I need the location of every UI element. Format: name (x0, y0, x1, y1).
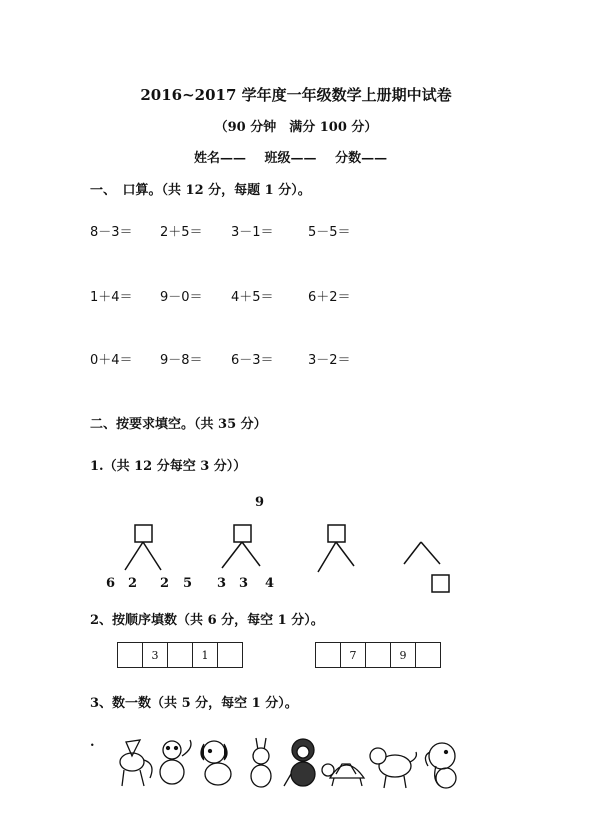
equation: 2＋5＝ (160, 225, 203, 240)
sequence-cell[interactable]: 9 (390, 642, 416, 668)
horse-icon (120, 740, 152, 786)
equation: 4＋5＝ (231, 290, 274, 305)
sheep-dog-icon (370, 748, 416, 788)
sequence-cell[interactable]: 7 (340, 642, 366, 668)
equation: 6－3＝ (231, 353, 274, 368)
section1-heading: 一、 口算。（共 12 分，每题 1 分）。 (90, 183, 311, 198)
equation: 5－5＝ (308, 225, 351, 240)
elephant-icon (425, 743, 456, 788)
exam-subtitle: （90 分钟 满分 100 分） (214, 120, 378, 135)
turtle-icon (322, 764, 364, 786)
answer-box (135, 525, 152, 542)
equation: 9－8＝ (160, 353, 203, 368)
equation: 9－0＝ (160, 290, 203, 305)
monkey-icon (284, 739, 315, 786)
sequence-cell[interactable] (415, 642, 441, 668)
sequence-cell[interactable] (365, 642, 391, 668)
sequence-cell[interactable] (217, 642, 243, 668)
answer-dot: . (90, 735, 95, 750)
bottom-number: 6 (106, 576, 116, 591)
bottom-number: 2 (128, 576, 138, 591)
top-number: 9 (255, 495, 265, 510)
animal-illustrations (110, 734, 460, 792)
question1-label: 1.（共 12 分每空 3 分）） (90, 459, 247, 474)
bottom-number: 3 (217, 576, 227, 591)
answer-box (234, 525, 251, 542)
number-sequence-1 (118, 642, 243, 668)
equation: 1＋4＝ (90, 290, 133, 305)
name-field[interactable]: 姓名—— (194, 151, 247, 166)
bottom-number: 3 (239, 576, 249, 591)
equation: 0＋4＝ (90, 353, 133, 368)
sequence-cell[interactable] (315, 642, 341, 668)
equation: 6＋2＝ (308, 290, 351, 305)
equation: 3－1＝ (231, 225, 274, 240)
section2-heading: 二、按要求填空。（共 35 分） (90, 417, 267, 432)
dog-icon (160, 740, 191, 784)
bottom-number: 5 (183, 576, 193, 591)
class-field[interactable]: 班级—— (264, 151, 317, 166)
rabbit-icon (251, 738, 271, 787)
score-field[interactable]: 分数—— (335, 151, 388, 166)
sequence-cell[interactable]: 1 (192, 642, 218, 668)
page-title: 2016~2017 学年度一年级数学上册期中试卷 (140, 86, 452, 104)
question3-label: 3、数一数（共 5 分，每空 1 分）。 (90, 696, 298, 711)
equation: 8－3＝ (90, 225, 133, 240)
student-info (194, 147, 401, 166)
sequence-cell[interactable] (167, 642, 193, 668)
bottom-number: 2 (160, 576, 170, 591)
answer-box (432, 575, 449, 592)
bottom-number: 4 (265, 576, 275, 591)
number-sequence-2 (316, 642, 441, 668)
puppy-icon (201, 741, 231, 785)
equation: 3－2＝ (308, 353, 351, 368)
answer-box (328, 525, 345, 542)
sequence-cell[interactable]: 3 (142, 642, 168, 668)
question2-label: 2、按顺序填数（共 6 分，每空 1 分）。 (90, 613, 324, 628)
sequence-cell[interactable] (117, 642, 143, 668)
